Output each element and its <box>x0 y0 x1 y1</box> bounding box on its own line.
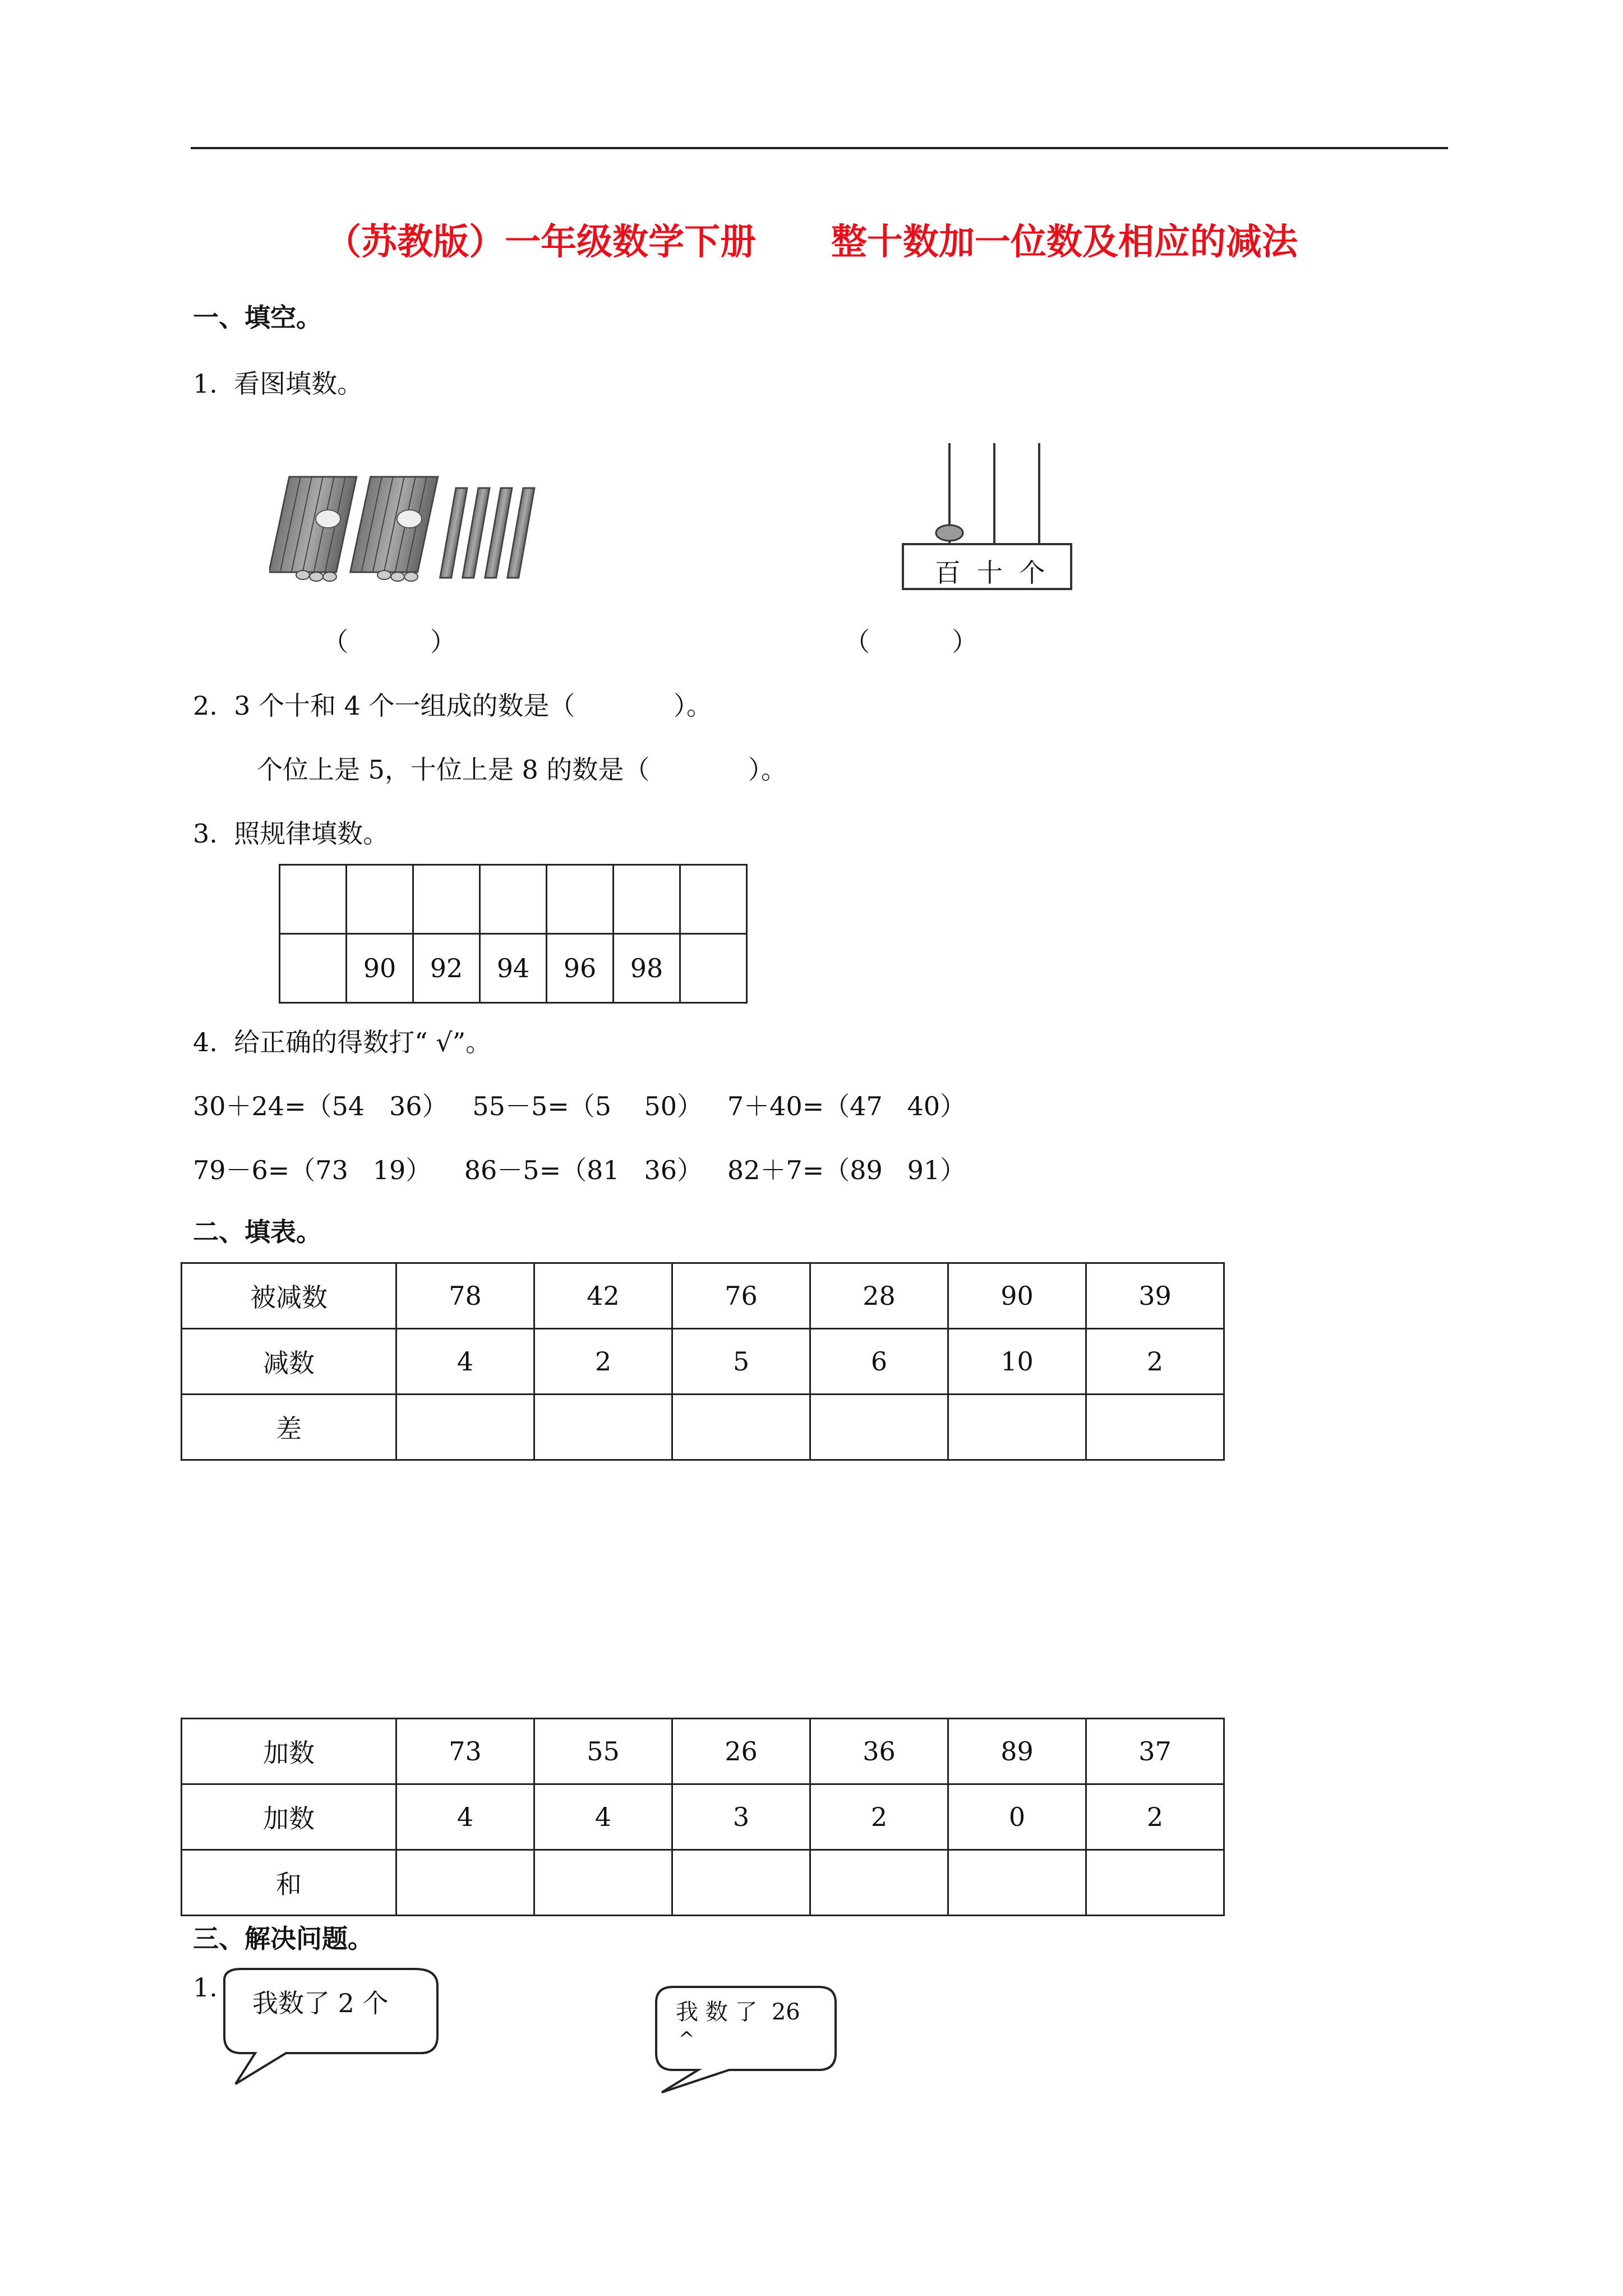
table-cell: 10 <box>948 1329 1086 1395</box>
q4-label: 4. 给正确的得数打“ √”。 <box>193 1027 492 1057</box>
single-sticks-icon <box>440 488 534 578</box>
table-cell: 37 <box>1086 1719 1224 1784</box>
table-cell: 78 <box>396 1263 534 1329</box>
q4-line2: 79－6=（73 19） 86－5=（81 36） 82＋7=（89 91） <box>193 1155 966 1185</box>
q1-number: 1. <box>193 1972 218 2003</box>
pattern-cell[interactable] <box>413 865 480 934</box>
answer-cell[interactable] <box>396 1850 534 1916</box>
q1-label: 1. 看图填数。 <box>193 369 363 399</box>
pattern-cell[interactable] <box>347 865 413 934</box>
table-cell: 4 <box>396 1784 534 1850</box>
abacus-bead-icon <box>936 525 963 541</box>
pattern-cell[interactable] <box>280 865 347 934</box>
table-cell: 2 <box>534 1329 672 1395</box>
table-cell: 0 <box>948 1784 1086 1850</box>
row-header-difference: 差 <box>182 1395 396 1460</box>
pattern-cell: 96 <box>547 934 614 1003</box>
answer-cell[interactable] <box>948 1850 1086 1916</box>
table-row <box>182 1719 1224 1784</box>
bubble-left-text: 我数了 2 个 <box>252 1988 389 2018</box>
section-2-heading: 二、填表。 <box>193 1217 322 1247</box>
table-cell: 28 <box>810 1263 948 1329</box>
q2-line2: 个位上是 5，十位上是 8 的数是（ ）。 <box>257 754 787 785</box>
header-rule <box>191 147 1448 149</box>
abacus-place-labels: 百 十 个 <box>934 558 1045 588</box>
page-title: （苏教版）一年级数学下册 整十数加一位数及相应的减法 <box>325 222 1298 263</box>
table-cell: 90 <box>948 1263 1086 1329</box>
pattern-cell: 98 <box>614 934 680 1003</box>
table-cell: 39 <box>1086 1263 1224 1329</box>
table-cell: 2 <box>810 1784 948 1850</box>
pattern-cell: 94 <box>480 934 547 1003</box>
row-header-addend-2: 加数 <box>182 1784 396 1850</box>
table-row <box>182 1850 1224 1916</box>
pattern-row-bottom <box>280 934 747 1003</box>
row-header-addend-1: 加数 <box>182 1719 396 1784</box>
pattern-cell[interactable] <box>547 865 614 934</box>
bubble-right-text-line1: 我 数 了 26 <box>676 1999 800 2025</box>
table-cell: 4 <box>396 1329 534 1395</box>
section-1-heading: 一、填空。 <box>193 302 322 333</box>
table-cell: 89 <box>948 1719 1086 1784</box>
table-cell: 73 <box>396 1719 534 1784</box>
answer-cell[interactable] <box>672 1850 810 1916</box>
answer-cell[interactable] <box>396 1395 534 1460</box>
table-cell: 4 <box>534 1784 672 1850</box>
section-3-heading: 三、解决问题。 <box>193 1924 374 1954</box>
bundle-of-ten-icon <box>269 477 357 581</box>
subtraction-table <box>181 1262 1225 1461</box>
table-row <box>182 1329 1224 1395</box>
pattern-cell: 90 <box>347 934 413 1003</box>
row-header-minuend: 被减数 <box>182 1263 396 1329</box>
q2-line1: 2. 3 个十和 4 个一组成的数是（ ）。 <box>193 691 712 721</box>
q3-label: 3. 照规律填数。 <box>193 818 389 849</box>
addition-table <box>181 1718 1225 1916</box>
pattern-cell[interactable] <box>614 865 680 934</box>
q4-line1: 30＋24=（54 36） 55－5=（5 50） 7＋40=（47 40） <box>193 1091 966 1121</box>
answer-cell[interactable] <box>534 1850 672 1916</box>
pattern-cell[interactable] <box>680 865 747 934</box>
table-cell: 3 <box>672 1784 810 1850</box>
table-cell: 55 <box>534 1719 672 1784</box>
pattern-cell[interactable] <box>480 865 547 934</box>
pattern-cell[interactable] <box>680 934 747 1003</box>
table-cell: 2 <box>1086 1784 1224 1850</box>
table-row <box>182 1784 1224 1850</box>
table-cell: 26 <box>672 1719 810 1784</box>
answer-cell[interactable] <box>534 1395 672 1460</box>
table-cell: 76 <box>672 1263 810 1329</box>
table-cell: 42 <box>534 1263 672 1329</box>
q1-answer-right: （ ） <box>844 627 978 657</box>
answer-cell[interactable] <box>672 1395 810 1460</box>
bubble-right-text-line2: ^ <box>679 2028 695 2050</box>
table-cell: 6 <box>810 1329 948 1395</box>
table-cell: 36 <box>810 1719 948 1784</box>
pattern-cell: 92 <box>413 934 480 1003</box>
stick-bundles-illustration <box>269 466 561 589</box>
table-row <box>182 1263 1224 1329</box>
answer-cell[interactable] <box>1086 1395 1224 1460</box>
table-cell: 2 <box>1086 1329 1224 1395</box>
answer-cell[interactable] <box>1086 1850 1224 1916</box>
pattern-cell[interactable] <box>280 934 347 1003</box>
table-row <box>182 1395 1224 1460</box>
answer-cell[interactable] <box>948 1395 1086 1460</box>
answer-cell[interactable] <box>810 1850 948 1916</box>
q1-answer-left: （ ） <box>322 627 457 657</box>
row-header-subtrahend: 减数 <box>182 1329 396 1395</box>
table-cell: 5 <box>672 1329 810 1395</box>
row-header-sum: 和 <box>182 1850 396 1916</box>
answer-cell[interactable] <box>810 1395 948 1460</box>
pattern-row-top <box>280 865 747 934</box>
pattern-table <box>279 864 748 1004</box>
bundle-of-ten-icon <box>351 477 438 581</box>
